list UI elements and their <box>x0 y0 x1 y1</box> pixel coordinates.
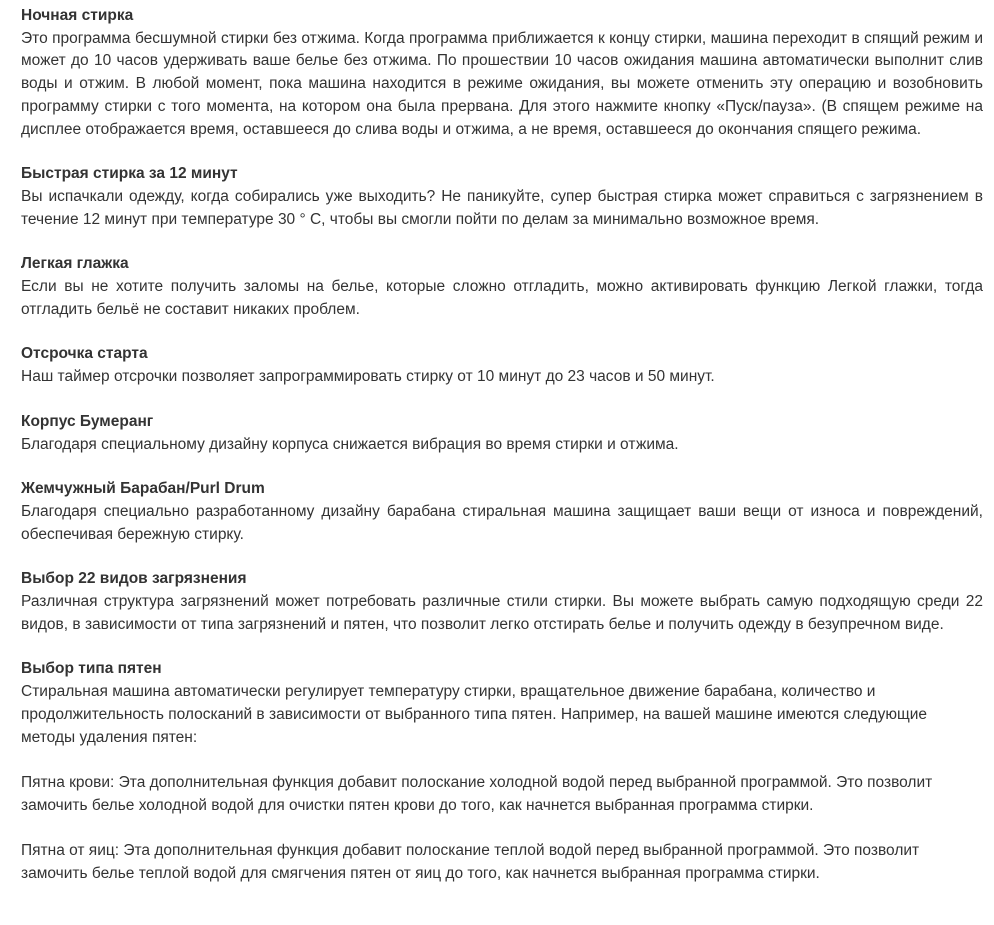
section-title: Легкая глажка <box>21 255 129 273</box>
section-title: Корпус Бумеранг <box>21 412 154 430</box>
section-text: Благодаря специальному дизайну корпуса снижается вибрация во время стирки и отжима. <box>21 435 679 453</box>
section-title: Быстрая стирка за 12 минут <box>21 165 238 183</box>
section-text: Если вы не хотите получить заломы на белье, которые сложно отгладить, можно активировать функцию Легкой глажки, тогда отгладить бельё не составит никаких проблем. <box>21 278 983 318</box>
section-title: Жемчужный Барабан/Purl Drum <box>21 480 265 498</box>
section-text: Это программа бесшумной стирки без отжима. Когда программа приближается к концу стирки, машина переходит в спящий режим и может до 10 часов удерживать ваше белье без отжима. По прошествии 10 часов ожидания машина автоматически выполнит слив воды и отжим. В любой момент, пока машина находится в режиме ожидания, вы можете отменить эту операцию и возобновить программу стирки с того момента, на котором она была прервана. Для этого нажмите кнопку «Пуск/пауза». (В спящем режиме на дисплее отображается время, оставшееся до слива воды и отжима, а не время, оставшееся до окончания спящего режима. <box>21 29 983 138</box>
paragraph-gap <box>21 749 983 772</box>
section-easy-iron <box>21 253 983 321</box>
section-text: Различная структура загрязнений может потребовать различные стили стирки. Вы можете выбрать самую подходящую среди 22 видов, в зависимости от типа загрязнений и пятен, что позволит легко отстирать белье и получить одежду в безупречном виде. <box>21 593 983 633</box>
section-title: Отсрочка старта <box>21 345 148 363</box>
section-delay-start <box>21 343 983 388</box>
section-text: Благодаря специально разработанному дизайну барабана стиральная машина защищает ваши вещи от износа и повреждений, обеспечивая бережную стирку. <box>21 502 983 543</box>
section-title: Выбор типа пятен <box>21 660 162 678</box>
section-text: Вы испачкали одежду, когда собирались уже выходить? Не паникуйте, супер быстрая стирка может справиться с загрязнением в течение 12 минут при температуре 30 ° C, чтобы вы смогли пойти по делам за минимально возможное время. <box>21 187 983 228</box>
section-stain-types <box>21 658 983 885</box>
paragraph-gap <box>21 817 983 840</box>
section-pearl-drum <box>21 478 983 546</box>
section-text: Стиральная машина автоматически регулирует температуру стирки, вращательное движение барабана, количество и продолжительность полосканий в зависимости от выбранного типа пятен. Например, на вашей машине имеются следующие методы удаления пятен: <box>21 683 927 746</box>
stain-egg-text: Пятна от яиц: Эта дополнительная функция добавит полоскание теплой водой перед выбранной программой. Это позволит замочить белье теплой водой для смягчения пятен от яиц до того, как начнется выбранная программа стирки. <box>21 842 920 882</box>
section-quick-wash <box>21 163 983 231</box>
section-boomerang-body <box>21 411 983 456</box>
section-soil-types <box>21 568 983 636</box>
section-text: Наш таймер отсрочки позволяет запрограммировать стирку от 10 минут до 23 часов и 50 минут. <box>21 368 715 386</box>
article-body <box>21 5 983 885</box>
section-night-wash <box>21 5 983 141</box>
stain-blood-text: Пятна крови: Эта дополнительная функция добавит полоскание холодной водой перед выбранной программой. Это позволит замочить белье холодной водой для очистки пятен крови до того, как начнется выбранная программа стирки. <box>21 773 933 814</box>
section-title: Ночная стирка <box>21 7 134 24</box>
section-title: Выбор 22 видов загрязнения <box>21 570 247 588</box>
